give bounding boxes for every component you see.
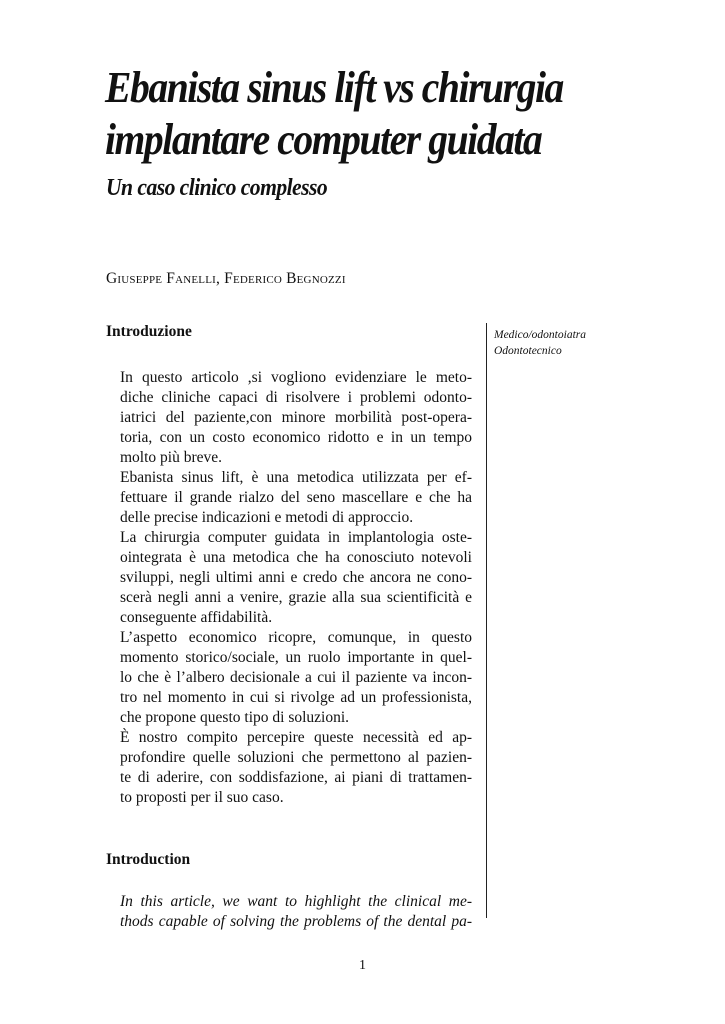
introduction-text-line: thods capable of solving the problems of the dental pa- [120, 913, 472, 930]
introduzione-text-line: In questo articolo ,si vogliono evidenziare le meto- [120, 369, 472, 386]
introduzione-text-line: ointegrata è una metodica che ha conosciuto notevoli [120, 549, 472, 566]
introduction-paragraph [106, 892, 472, 932]
introduzione-text-line: che propone questo tipo di soluzioni. [120, 709, 350, 726]
introduzione-text-line: diche cliniche capaci di risolvere i problemi odonto- [120, 389, 472, 406]
introduzione-text-line: toria, con un costo economico ridotto e in un tempo [120, 429, 472, 446]
page-number: 1 [359, 958, 366, 973]
article-subtitle: Un caso clinico complesso [106, 175, 328, 201]
introduzione-text-line: to proposti per il suo caso. [120, 789, 284, 806]
introduzione-paragraph [106, 628, 472, 728]
introduzione-text-line: fettuare il grande rialzo del seno mascellare e che ha [120, 489, 472, 506]
introduzione-text-line: conseguente affidabilità. [120, 609, 273, 626]
introduzione-text-line: delle precise indicazioni e metodi di approccio. [120, 509, 414, 526]
margin-note-role-2: Odontotecnico [494, 345, 562, 357]
introduzione-text-line: Ebanista sinus lift, è una metodica utilizzata per ef- [120, 469, 472, 486]
introduzione-text-line: momento storico/sociale, un ruolo importante in quel- [120, 649, 472, 666]
column-divider [486, 323, 487, 918]
introduzione-text-line: L’aspetto economico ricopre, comunque, in questo [120, 629, 472, 646]
introduzione-paragraph [106, 728, 472, 808]
introduzione-text-line: È nostro compito percepire queste necessità ed ap- [120, 729, 472, 746]
introduzione-text-line: te di aderire, con soddisfazione, ai piani di trattamen- [120, 769, 472, 786]
introduzione-text-line: La chirurgia computer guidata in implantologia oste- [120, 529, 472, 546]
introduzione-text-line: iatrici del paziente,con minore morbilità post-opera- [120, 409, 472, 426]
section-heading-introduzione: Introduzione [106, 323, 192, 340]
title-line-1: Ebanista sinus lift vs chirurgia [105, 63, 563, 112]
introduzione-paragraph [106, 468, 472, 528]
introduzione-text-line: lo che è l’albero decisionale a cui il paziente va incon- [120, 669, 472, 686]
section-body-introduction [106, 892, 472, 932]
section-heading-introduction: Introduction [106, 851, 191, 868]
article-title [105, 62, 609, 166]
title-line-2: implantare computer guidata [105, 115, 542, 164]
main-column [106, 322, 472, 932]
introduzione-paragraph [106, 368, 472, 468]
introduzione-text-line: tro nel momento in cui si rivolge ad un professionista, [120, 689, 472, 706]
introduzione-paragraph [106, 528, 472, 628]
introduzione-text-line: profondire quelle soluzioni che permettono al pazien- [120, 749, 472, 766]
authors: Giuseppe Fanelli, Federico Begnozzi [106, 270, 346, 287]
margin-note [494, 327, 586, 359]
introduzione-text-line: molto più breve. [120, 449, 223, 466]
margin-note-role-1: Medico/odontoiatra [494, 329, 586, 341]
introduzione-text-line: scerà negli anni a venire, grazie alla sua scientificità e [120, 589, 472, 606]
section-body-introduzione [106, 368, 472, 808]
introduzione-text-line: sviluppi, negli ultimi anni e credo che ancora ne cono- [120, 569, 472, 586]
introduction-text-line: In this article, we want to highlight the clinical me- [120, 893, 472, 910]
